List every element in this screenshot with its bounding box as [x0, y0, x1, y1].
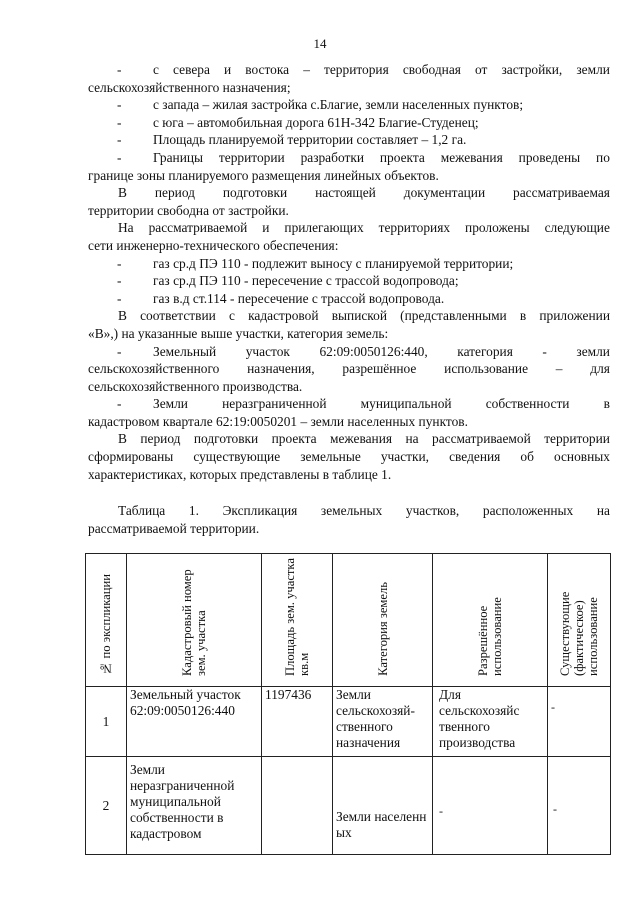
- word: сформированы: [88, 449, 174, 465]
- word: В: [118, 185, 127, 201]
- text-line: «В»,) на указанные выше участки, категория земель:: [88, 325, 389, 341]
- justified-text: [88, 307, 610, 325]
- bullet-text: с юга – автомобильная дорога 61Н-342 Благие-Студенец;: [153, 114, 479, 130]
- word: территории: [218, 149, 285, 165]
- header-label: Площадь зем. участка кв.м: [283, 558, 311, 676]
- bullet-text: газ ср.д ПЭ 110 - подлежит выносу с планируемой территории;: [153, 255, 514, 271]
- word: рассматриваемая: [513, 185, 610, 201]
- word: и: [262, 220, 270, 236]
- table-row: [86, 687, 611, 757]
- text-line: кадастровом квартале 62:19:0050201 – земли населенных пунктов.: [88, 413, 468, 429]
- word: земельные: [300, 449, 361, 465]
- bullet: -: [117, 149, 122, 165]
- word: проведены: [518, 149, 581, 165]
- cell-num: 1: [86, 687, 127, 757]
- word: соответствии: [140, 308, 216, 324]
- word: –: [555, 361, 563, 377]
- word: Земли: [153, 396, 188, 412]
- word: Экспликация: [222, 503, 298, 518]
- justified-text: [88, 343, 610, 361]
- cell-category: Земли сельскохозяй-ственного назначения: [333, 687, 433, 757]
- word: настоящей: [315, 185, 376, 201]
- word: участков,: [405, 503, 460, 518]
- word: разрешённое: [342, 361, 417, 377]
- word: с: [153, 62, 159, 77]
- justified-text: [88, 61, 610, 79]
- header-cell: [333, 554, 433, 687]
- word: прилегающих: [284, 220, 364, 236]
- cell-actual: -: [548, 757, 611, 855]
- word: севера: [173, 62, 210, 77]
- word: в: [603, 396, 610, 412]
- word: застройки,: [501, 62, 563, 77]
- header-cell: [262, 554, 333, 687]
- word: на: [596, 503, 610, 518]
- header-label: Кадастровый номер зем. участка: [180, 569, 208, 676]
- bullet-text: Площадь планируемой территории составляет – 1,2 га.: [153, 132, 467, 148]
- word: подготовки: [193, 431, 259, 447]
- justified-text: [88, 430, 610, 448]
- cell-num: 2: [86, 757, 127, 855]
- word: (представленными: [400, 308, 507, 324]
- word: В: [118, 431, 127, 447]
- word: проекта: [271, 431, 317, 447]
- table-caption: [88, 502, 610, 537]
- word: на: [405, 431, 419, 447]
- word: неразграниченной: [222, 396, 327, 412]
- cell-permitted: -: [433, 757, 548, 855]
- word: период: [154, 185, 195, 201]
- word: территориях: [378, 220, 451, 236]
- word: проекта: [379, 149, 425, 165]
- cell-category: Земли населенн ых: [333, 757, 433, 855]
- header-cell: [548, 554, 611, 687]
- word: территории: [544, 431, 610, 447]
- word: межевания: [330, 431, 393, 447]
- word: муниципальной: [360, 396, 452, 412]
- bullet: -: [117, 273, 122, 289]
- text-line: [88, 272, 610, 290]
- table-row: [86, 757, 611, 855]
- word: от: [475, 62, 488, 77]
- word: земли: [576, 343, 610, 359]
- justified-text: [88, 395, 610, 413]
- cell-area: 1197436: [262, 687, 333, 757]
- word: Земельный: [153, 343, 217, 359]
- justified-text: [88, 448, 610, 466]
- text-line: [88, 395, 610, 413]
- word: подготовки: [222, 185, 288, 201]
- word: выпиской: [331, 308, 387, 324]
- word: территория: [324, 62, 389, 77]
- bullet: -: [117, 255, 122, 271]
- cell-actual: -: [548, 687, 611, 757]
- word: следующие: [544, 220, 610, 236]
- bullet: -: [117, 132, 122, 148]
- bullet-text: с запада – жилая застройка с.Благие, земли населенных пунктов;: [153, 97, 524, 113]
- bullet-text: газ ср.д ПЭ 110 - пересечение с трассой водопровода;: [153, 273, 459, 289]
- word: сведения: [449, 449, 501, 465]
- word: в: [519, 308, 527, 324]
- table-header-row: [86, 554, 611, 687]
- word: основных: [553, 449, 610, 465]
- word: свободная: [402, 62, 461, 77]
- word: документации: [403, 185, 486, 201]
- cell-cadastral: Земли неразграниченной муниципальной собственности в кадастровом: [127, 757, 262, 855]
- text-line: рассматриваемой территории.: [88, 520, 260, 536]
- header-label: Существующие (фактическое) использование: [558, 591, 600, 676]
- word: участок: [245, 343, 290, 359]
- bullet: -: [117, 62, 122, 77]
- text-line: [88, 114, 610, 132]
- word: приложении: [539, 308, 610, 324]
- word: об: [520, 449, 534, 465]
- bullet: -: [117, 97, 122, 113]
- text-line: [88, 61, 610, 79]
- text-line: [88, 255, 610, 273]
- bullet-text: газ в.д ст.114 - пересечение с трассой водопровода.: [153, 290, 445, 306]
- word: использование: [444, 361, 529, 377]
- text-line: сельскохозяйственного назначения;: [88, 79, 291, 95]
- cell-area: [262, 757, 333, 855]
- word: Таблица: [118, 503, 166, 518]
- text-line: [88, 131, 610, 149]
- text-line: сельскохозяйственного производства.: [88, 378, 303, 394]
- text-line: территории свободна от застройки.: [88, 202, 289, 218]
- header-cell: [433, 554, 548, 687]
- word: сельскохозяйственного: [88, 361, 220, 377]
- word: собственности: [485, 396, 570, 412]
- header-label: Разрешённое использование: [476, 597, 504, 676]
- word: 62:09:0050126:440,: [319, 343, 428, 359]
- text-line: [88, 290, 610, 308]
- text-line: границе зоны планируемого размещения линейных объектов.: [88, 167, 439, 183]
- cell-permitted: Для сельскохозяйс твенного производства: [433, 687, 548, 757]
- header-label: Категория земель: [375, 582, 390, 676]
- word: земельных: [320, 503, 383, 518]
- text-line: [88, 149, 610, 167]
- word: расположенных: [482, 503, 574, 518]
- word: период: [140, 431, 181, 447]
- cell-cadastral: Земельный участок 62:09:0050126:440: [127, 687, 262, 757]
- bullet: -: [117, 290, 122, 306]
- text-line: сети инженерно-технического обеспечения:: [88, 237, 339, 253]
- word: разработки: [300, 149, 364, 165]
- document-body: [88, 61, 610, 483]
- justified-text: [88, 149, 610, 167]
- text-line: [88, 96, 610, 114]
- word: по: [596, 149, 610, 165]
- word: рассматриваемой: [432, 431, 531, 447]
- page-number: 14: [313, 36, 327, 51]
- word: –: [303, 62, 310, 77]
- word: земли: [576, 62, 610, 77]
- word: проложены: [465, 220, 530, 236]
- bullet: -: [117, 396, 122, 412]
- word: категория: [457, 343, 513, 359]
- word: назначения,: [247, 361, 315, 377]
- justified-text: [88, 184, 610, 202]
- land-plots-table: [85, 553, 611, 855]
- word: межевания: [440, 149, 503, 165]
- word: востока: [245, 62, 290, 77]
- text-line: [88, 343, 610, 361]
- bullet: -: [117, 343, 122, 359]
- word: В: [118, 308, 127, 324]
- word: Границы: [153, 149, 204, 165]
- justified-text: [88, 502, 610, 520]
- word: и: [224, 62, 232, 77]
- word: существующие: [193, 449, 281, 465]
- word: кадастровой: [248, 308, 319, 324]
- word: рассматриваемой: [148, 220, 248, 236]
- word: участки,: [380, 449, 430, 465]
- word: 1.: [188, 503, 199, 518]
- word: для: [590, 361, 610, 377]
- justified-text: [88, 219, 610, 237]
- text-line: характеристиках, которых представлены в таблице 1.: [88, 466, 392, 482]
- header-cell: [127, 554, 262, 687]
- word: с: [228, 308, 235, 324]
- header-label: № по экспликации: [99, 574, 113, 676]
- word: На: [118, 220, 134, 236]
- bullet: -: [117, 114, 122, 130]
- justified-text: [88, 360, 610, 378]
- header-cell: [86, 554, 127, 687]
- word: -: [542, 343, 547, 359]
